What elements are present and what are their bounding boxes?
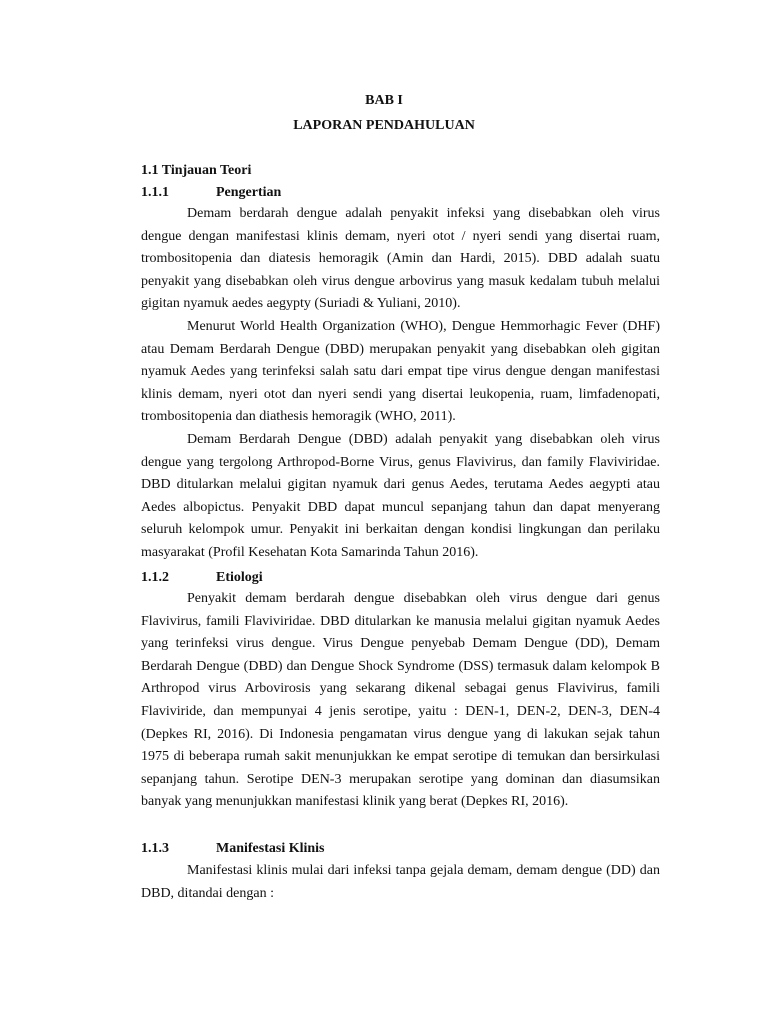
section-number: 1.1.1 — [141, 185, 169, 200]
section-heading-1-1-2 — [141, 569, 263, 587]
section-title: Etiologi — [216, 570, 263, 585]
section-heading-1-1: 1.1 Tinjauan Teori — [141, 163, 252, 178]
section-heading-1-1-3 — [141, 840, 325, 858]
chapter-title: LAPORAN PENDAHULUAN — [293, 118, 475, 133]
paragraph-pengertian-1: Demam berdarah dengue adalah penyakit infeksi yang disebabkan oleh virus dengue dengan manifestasi klinis demam, nyeri otot / nyeri sendi yang disertai ruam, trombositopenia dan diatesis hemoragik (Amin dan Hardi, 2015). DBD adalah suatu penyakit yang disebabkan oleh virus dengue arbovirus yang masuk kedalam tubuh melalui gigitan nyamuk aedes aegypty (Suriadi & Yuliani, 2010). — [141, 206, 660, 312]
paragraph-manifestasi-1: Manifestasi klinis mulai dari infeksi tanpa gejala demam, demam dengue (DD) dan DBD, ditandai dengan : — [141, 863, 660, 901]
section-number: 1.1.2 — [141, 570, 169, 585]
section-heading-1-1-1 — [141, 184, 281, 202]
section-title: Pengertian — [216, 185, 282, 200]
paragraph-pengertian-3: Demam Berdarah Dengue (DBD) adalah penyakit yang disebabkan oleh virus dengue yang tergolong Arthropod-Borne Virus, genus Flavivirus, dan family Flaviviridae. DBD ditularkan melalui gigitan nyamuk dari genus Aedes, terutama Aedes aegypti atau Aedes albopictus. Penyakit DBD dapat muncul sepanjang tahun dan dapat menyerang seluruh kelompok umur. Penyakit ini berkaitan dengan kondisi lingkungan dan perilaku masyarakat (Profil Kesehatan Kota Samarinda Tahun 2016). — [141, 432, 660, 560]
paragraph-pengertian-2: Menurut World Health Organization (WHO), Dengue Hemmorhagic Fever (DHF) atau Demam Berdarah Dengue (DBD) merupakan penyakit yang disebabkan oleh gigitan nyamuk Aedes yang terinfeksi salah satu dari empat tipe virus dengue dengan manifestasi klinis demam, nyeri otot dan nyeri sendi yang disertai leukopenia, ruam, limfadenopati, trombositopenia dan diathesis hemoragik (WHO, 2011). — [141, 319, 660, 425]
chapter-label: BAB I — [365, 93, 403, 108]
paragraph-etiologi-1: Penyakit demam berdarah dengue disebabkan oleh virus dengue dari genus Flavivirus, famili Flaviviridae. DBD ditularkan ke manusia melalui gigitan nyamuk Aedes yang terinfeksi virus dengue. Virus Dengue penyebab Demam Dengue (DD), Demam Berdarah Dengue (DBD) dan Dengue Shock Syndrome (DSS) termasuk dalam kelompok B Arthropod virus Arbovirosis yang sekarang dikenal sebagai genus Flavivirus, famili Flaviviride, dan mempunyai 4 jenis serotipe, yaitu : DEN-1, DEN-2, DEN-3, DEN-4 (Depkes RI, 2016). Di Indonesia pengamatan virus dengue yang di lakukan sejak tahun 1975 di beberapa rumah sakit menunjukkan ke empat serotipe di temukan dan bersirkulasi sepanjang tahun. Serotipe DEN-3 merupakan serotipe yang dominan dan diasumsikan banyak yang menunjukkan manifestasi klinik yang berat (Depkes RI, 2016). — [141, 591, 660, 810]
section-title: Manifestasi Klinis — [216, 841, 325, 856]
section-number: 1.1.3 — [141, 841, 169, 856]
